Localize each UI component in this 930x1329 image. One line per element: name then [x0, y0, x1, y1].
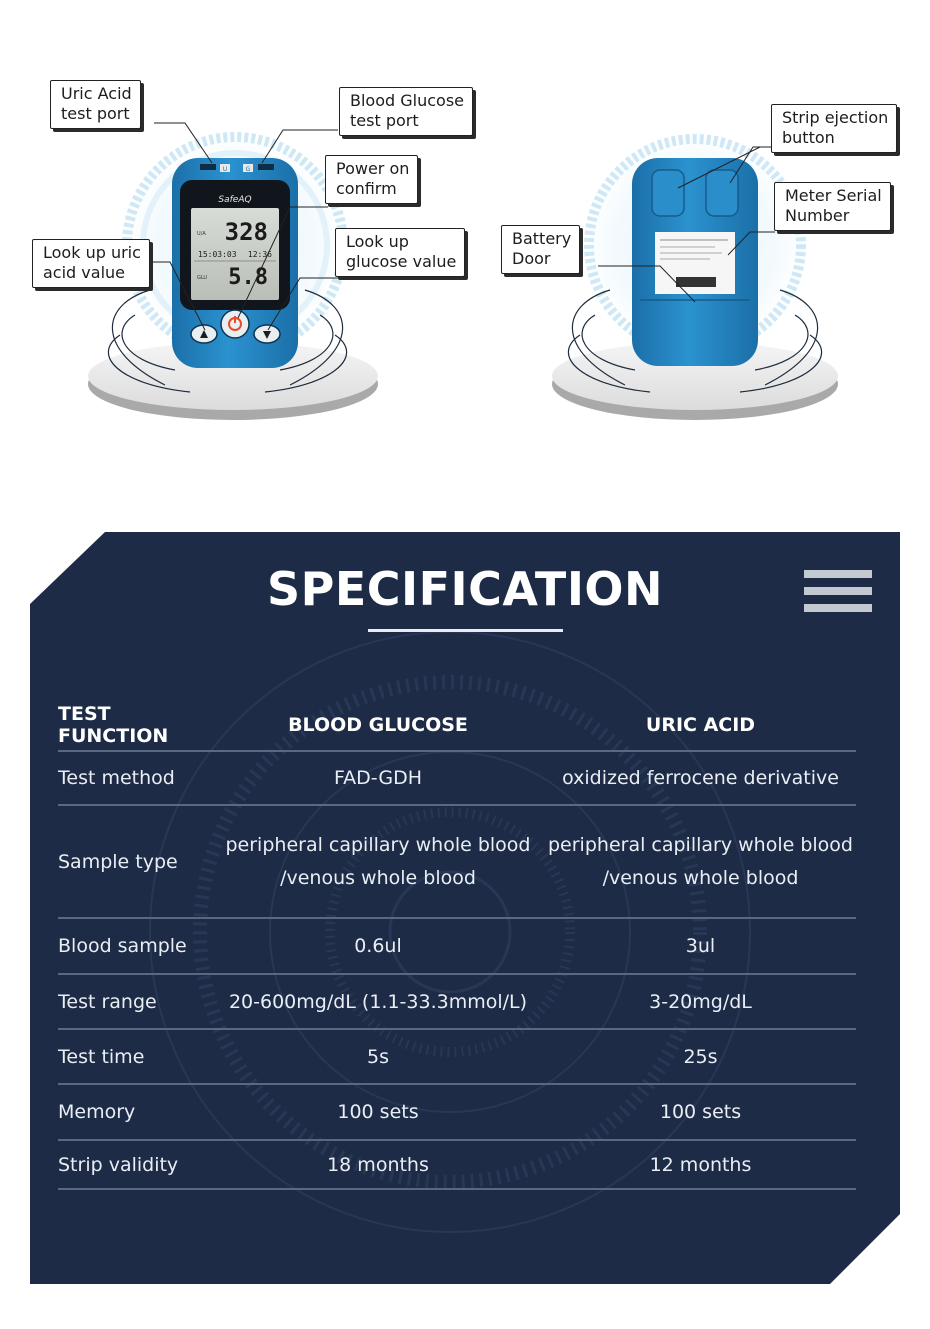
header-uric-acid: URIC ACID — [645, 714, 756, 736]
port-g-label: G — [245, 166, 251, 173]
callout-lookup-glucose-text: Look up glucose value — [346, 232, 457, 271]
uric-value: 3ul — [685, 935, 716, 957]
row-label: Sample type — [58, 850, 178, 873]
product-illustration-area — [0, 0, 930, 500]
callout-lookup-uric — [32, 239, 150, 288]
table-header-row — [58, 700, 856, 752]
menu-icon — [804, 570, 872, 612]
glucose-value: 0.6ul — [354, 935, 402, 957]
brand-label: SafeAQ — [218, 195, 252, 205]
power-button[interactable] — [221, 310, 249, 338]
table-row — [58, 752, 856, 806]
reading-bottom-label: GLU — [197, 275, 208, 281]
glucose-value: 100 sets — [337, 1101, 419, 1123]
glucose-value: peripheral capillary whole blood /venous whole blood — [225, 833, 531, 889]
uric-value: oxidized ferrocene derivative — [562, 767, 839, 789]
row-label: Test time — [58, 1045, 145, 1068]
row-label: Test method — [58, 767, 175, 789]
callout-lookup-glucose — [335, 228, 465, 277]
callout-uric-port — [50, 80, 141, 129]
reading-top-label: U/A — [197, 231, 206, 237]
callout-glucose-port-text: Blood Glucose test port — [350, 91, 464, 130]
title-underline — [368, 629, 563, 632]
header-blood-glucose: BLOOD GLUCOSE — [288, 714, 468, 736]
row-label: Blood sample — [58, 935, 187, 957]
callout-glucose-port — [339, 87, 473, 136]
callout-uric-port-text: Uric Acid test port — [61, 84, 132, 123]
uric-value: 12 months — [649, 1153, 752, 1176]
table-row — [58, 806, 856, 919]
callout-serial-text: Meter Serial Number — [785, 186, 882, 225]
spec-table — [58, 700, 856, 1190]
screen-time: 12:36 — [247, 250, 272, 259]
callout-strip-eject — [771, 104, 897, 153]
callout-battery-text: Battery Door — [512, 229, 572, 268]
table-row — [58, 1085, 856, 1141]
callout-battery — [501, 225, 580, 274]
screen-date: 15:03:03 — [198, 250, 237, 259]
uric-value: 3-20mg/dL — [649, 990, 752, 1013]
header-test-function: TEST FUNCTION — [58, 703, 169, 747]
reading-bottom: 5.8 — [228, 265, 268, 290]
reading-top: 328 — [224, 218, 268, 246]
callout-serial — [774, 182, 891, 231]
row-label: Test range — [58, 990, 157, 1013]
callout-lookup-uric-text: Look up uric acid value — [43, 243, 141, 282]
table-row — [58, 919, 856, 975]
callout-power-text: Power on confirm — [336, 159, 410, 198]
callout-strip-eject-text: Strip ejection button — [782, 108, 889, 147]
uric-value: 25s — [683, 1045, 718, 1068]
table-row — [58, 1030, 856, 1085]
glucose-value: FAD-GDH — [333, 767, 422, 789]
callout-power — [325, 155, 418, 204]
uric-value: peripheral capillary whole blood /venous whole blood — [548, 833, 853, 889]
glucose-value: 20-600mg/dL (1.1-33.3mmol/L) — [228, 990, 528, 1013]
glucose-value: 5s — [367, 1045, 389, 1068]
row-label: Strip validity — [58, 1153, 179, 1176]
uric-value: 100 sets — [659, 1101, 742, 1123]
table-row — [58, 1141, 856, 1190]
row-label: Memory — [58, 1101, 136, 1123]
table-row — [58, 975, 856, 1030]
meter-back-view — [552, 125, 838, 420]
port-u-label: U — [222, 166, 228, 173]
spec-title: SPECIFICATION — [266, 562, 664, 616]
glucose-value: 18 months — [327, 1153, 429, 1176]
